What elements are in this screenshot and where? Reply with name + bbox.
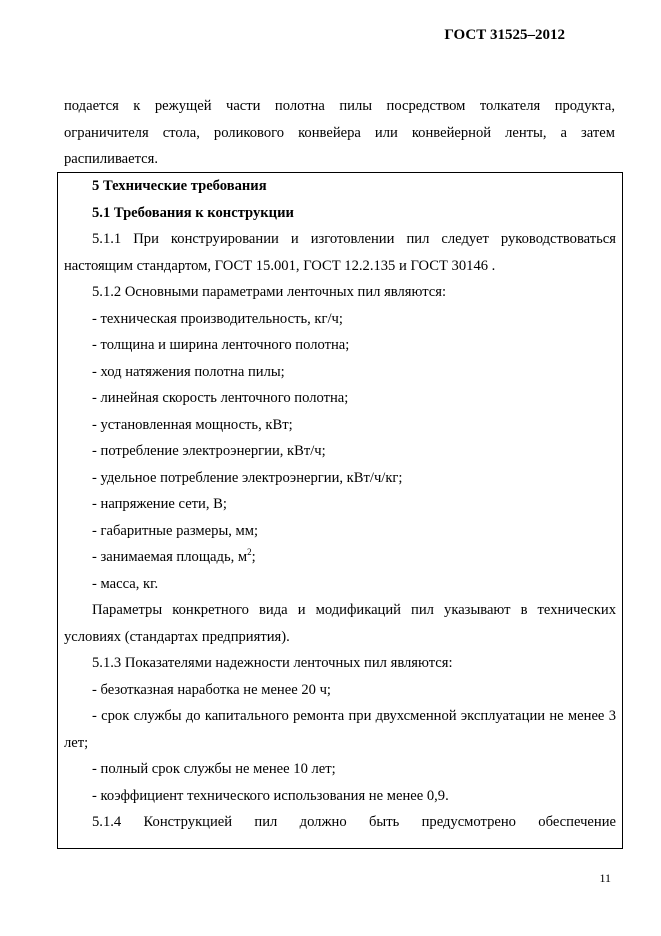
area-superscript: 2 — [247, 547, 252, 557]
area-label: - занимаемая площадь, м — [92, 549, 248, 565]
param-item: - линейная скорость ленточного полотна; — [92, 390, 349, 406]
param-item-area — [58, 544, 622, 571]
param-item: - потребление электроэнергии, кВт/ч; — [92, 443, 326, 459]
clause-5-1-1: 5.1.1 При конструировании и изготовлении пил следует руководствоваться настоящим стандартом, ГОСТ 15.001, ГОСТ 12.2.135 и ГОСТ 30146 . — [64, 231, 616, 274]
clause-5-1-2: 5.1.2 Основными параметрами ленточных пил являются: — [92, 284, 446, 300]
intro-paragraph: подается к режущей части полотна пилы посредством толкателя продукта, ограничителя стола, роликового конвейера или конвейерной ленты, а затем распиливается. — [64, 98, 615, 167]
section-title: 5 Технические требования — [92, 178, 267, 194]
param-item: - ход натяжения полотна пилы; — [92, 363, 285, 380]
requirements-frame — [57, 172, 623, 849]
reliability-item: - полный срок службы не менее 10 лет; — [92, 761, 336, 777]
param-item: - масса, кг. — [92, 575, 159, 592]
param-item: - техническая производительность, кг/ч; — [92, 310, 343, 327]
document-header: ГОСТ 31525–2012 — [444, 27, 565, 43]
param-item: - напряжение сети, В; — [92, 496, 227, 512]
params-note: Параметры конкретного вида и модификаций пил указывают в технических условиях (стандартах предприятия). — [64, 602, 616, 645]
reliability-item: - срок службы до капитального ремонта при двухсменной эксплуатации не менее 3 лет; — [64, 708, 616, 751]
page-number: 11 — [599, 871, 611, 885]
param-item: - толщина и ширина ленточного полотна; — [92, 337, 350, 353]
clause-5-1-4: 5.1.4 Конструкцией пил должно быть предусмотрено обеспечение — [92, 814, 616, 830]
area-end: ; — [251, 549, 256, 565]
clause-5-1-3: 5.1.3 Показателями надежности ленточных пил являются: — [92, 655, 453, 671]
param-item: - удельное потребление электроэнергии, кВт/ч/кг; — [92, 469, 403, 486]
reliability-item: - коэффициент технического использования не менее 0,9. — [92, 787, 449, 804]
param-item: - установленная мощность, кВт; — [92, 416, 293, 433]
param-item: - габаритные размеры, мм; — [92, 522, 259, 539]
subsection-title: 5.1 Требования к конструкции — [92, 204, 294, 221]
reliability-item: - безотказная наработка не менее 20 ч; — [92, 681, 331, 698]
